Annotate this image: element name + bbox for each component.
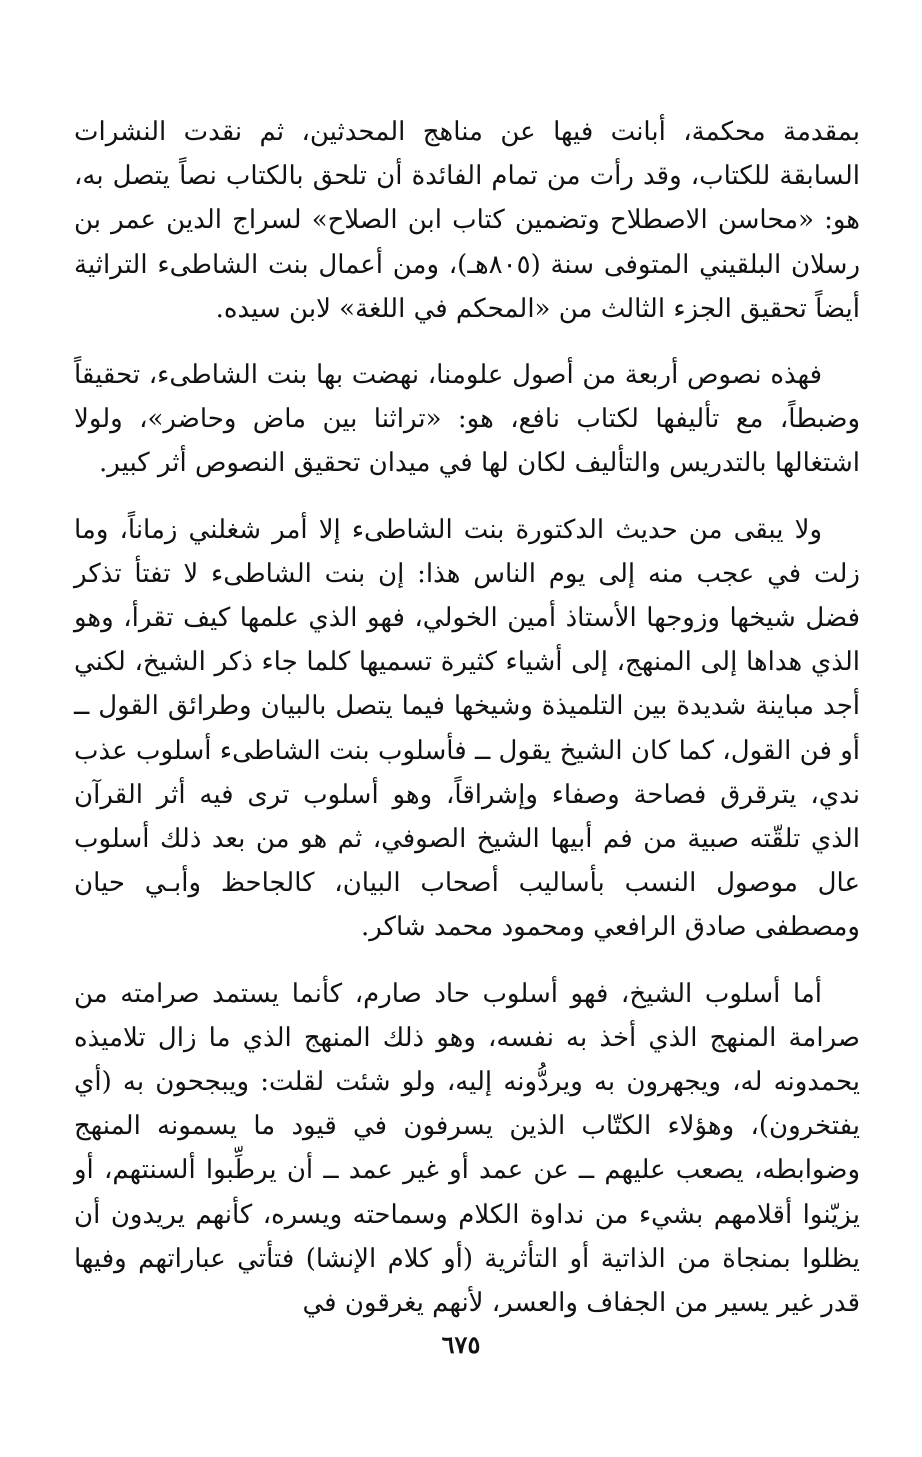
page-body: [74, 110, 860, 1347]
paragraph-4: أما أسلوب الشيخ، فهو أسلوب حاد صارم، كأنما يستمد صرامته من صرامة المنهج الذي أخذ به نفسه، وهو ذلك المنهج الذي ما زال تلاميذه يحمدونه له، ويجهرون به ويردُّونه إليه، ولو شئت لقلت: ويبجحون به (أي يفتخرون)، وهؤلاء الكتّاب الذين يسرفون في قيود ما يسمونه المنهج وضوابطه، يصعب عليهم ــ عن عمد أو غير عمد ــ أن يرطِّبوا ألسنتهم، أو يزيّنوا أقلامهم بشيء من نداوة الكلام وسماحته ويسره، كأنهم يريدون أن يظلوا بمنجاة من الذاتية أو التأثرية (أو كلام الإنشا) فتأتي عباراتهم وفيها قدر غير يسير من الجفاف والعسر، لأنهم يغرقون في: [74, 978, 860, 1319]
paragraph-2: فهذه نصوص أربعة من أصول علومنا، نهضت بها بنت الشاطىء، تحقيقاً وضبطاً، مع تأليفها لكتاب نافع، هو: «تراثنا بين ماض وحاضر»، ولولا اشتغالها بالتدريس والتأليف لكان لها في ميدان تحقيق النصوص أثر كبير.: [74, 360, 860, 479]
paragraph-1: بمقدمة محكمة، أبانت فيها عن مناهج المحدثين، ثم نقدت النشرات السابقة للكتاب، وقد رأت من تمام الفائدة أن تلحق بالكتاب نصاً يتصل به، هو: «محاسن الاصطلاح وتضمين كتاب ابن الصلاح» لسراج الدين عمر بن رسلان البلقيني المتوفى سنة (٨٠٥هـ)، ومن أعمال بنت الشاطىء التراثية أيضاً تحقيق الجزء الثالث من «المحكم في اللغة» لابن سيده.: [74, 117, 860, 324]
page-number: ٦٧٥: [441, 1330, 481, 1359]
paragraph-3: ولا يبقى من حديث الدكتورة بنت الشاطىء إلا أمر شغلني زماناً، وما زلت في عجب منه إلى يوم الناس هذا: إن بنت الشاطىء لا تفتأ تذكر فضل شيخها وزوجها الأستاذ أمين الخولي، فهو الذي علمها كيف تقرأ، وهو الذي هداها إلى المنهج، إلى أشياء كثيرة تسميها كلما جاء ذكر الشيخ، لكني أجد مباينة شديدة بين التلميذة وشيخها فيما يتصل بالبيان وطرائق القول ــ أو فن القول، كما كان الشيخ يقول ــ فأسلوب بنت الشاطىء أسلوب عذب ندي، يترقرق فصاحة وصفاء وإشراقاً، وهو أسلوب ترى فيه أثر القرآن الذي تلقّته صبية من فم أبيها الشيخ الصوفي، ثم هو من بعد ذلك أسلوب عال موصول النسب بأساليب أصحاب البيان، كالجاحظ وأبـي حيان ومصطفى صادق الرافعي ومحمود محمد شاكر.: [74, 514, 860, 943]
